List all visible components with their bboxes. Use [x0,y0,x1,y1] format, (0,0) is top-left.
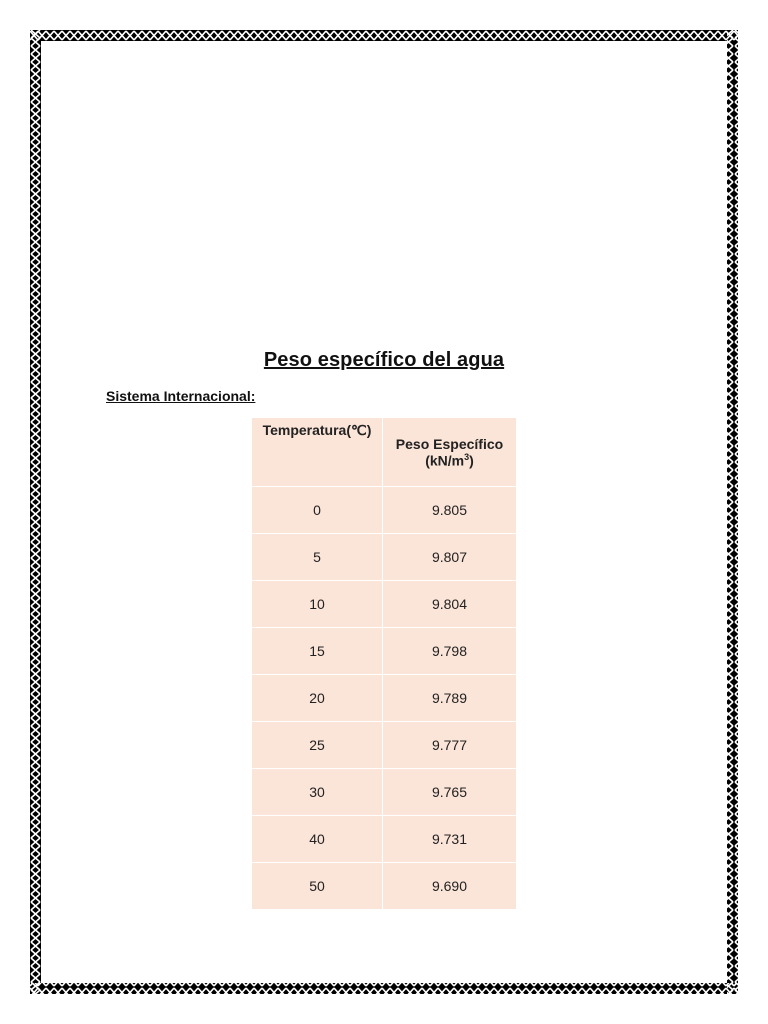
table-row [252,863,517,910]
cell-temperature: 25 [252,722,383,769]
specific-weight-table [251,417,517,910]
cell-temperature: 10 [252,581,383,628]
cell-specific-weight: 9.690 [383,863,517,910]
cell-specific-weight: 9.777 [383,722,517,769]
cell-temperature: 50 [252,863,383,910]
unit-suffix: ) [469,452,474,469]
section-subtitle: Sistema Internacional: [106,388,256,404]
cell-temperature: 5 [252,534,383,581]
cell-specific-weight: 9.789 [383,675,517,722]
unit-prefix: (kN/m [425,452,465,469]
table-row [252,581,517,628]
header-specific-weight-unit [383,452,516,469]
cell-specific-weight: 9.731 [383,816,517,863]
table-row [252,769,517,816]
cell-temperature: 40 [252,816,383,863]
cell-specific-weight: 9.807 [383,534,517,581]
unit-exponent: 3 [464,451,470,462]
table-row [252,675,517,722]
table-row [252,628,517,675]
cell-specific-weight: 9.804 [383,581,517,628]
header-temperature: Temperatura(℃) [252,418,383,487]
cell-specific-weight: 9.798 [383,628,517,675]
header-specific-weight [383,418,517,487]
table-row [252,816,517,863]
table-row [252,722,517,769]
table-row [252,487,517,534]
table-header-row [252,418,517,487]
header-specific-weight-label: Peso Específico [395,435,504,452]
cell-temperature: 30 [252,769,383,816]
cell-temperature: 15 [252,628,383,675]
cell-temperature: 0 [252,487,383,534]
cell-specific-weight: 9.765 [383,769,517,816]
cell-temperature: 20 [252,675,383,722]
page-title: Peso específico del agua [263,349,505,371]
cell-specific-weight: 9.805 [383,487,517,534]
table-row [252,534,517,581]
